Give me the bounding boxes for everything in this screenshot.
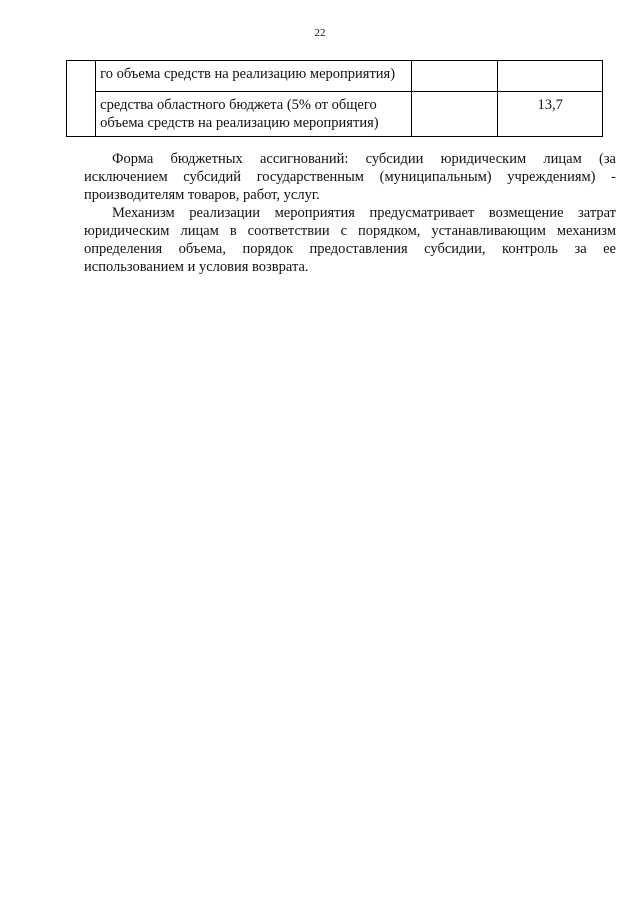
paragraph-budget-form: Форма бюджетных ассигнований: субсидии юридическим лицам (за исключением субсидий государственным (муниципальным) учреждениям) - производителям товаров, работ, услуг. <box>84 151 616 203</box>
table-row <box>67 92 603 137</box>
table-cell-description: средства областного бюджета (5% от общего объема средств на реализацию мероприятия) <box>96 92 412 137</box>
table-cell-empty <box>411 61 497 92</box>
table-cell-description: го объема средств на реализацию мероприятия) <box>96 61 412 92</box>
body-text <box>84 150 616 276</box>
table-cell-empty <box>411 92 497 137</box>
table-cell-value <box>498 61 603 92</box>
table-cell-number <box>67 61 96 137</box>
budget-table <box>66 60 603 137</box>
table-cell-value: 13,7 <box>498 92 603 137</box>
paragraph-mechanism: Механизм реализации мероприятия предусматривает возмещение затрат юридическим лицам в соответствии с порядком, устанавливающим механизм определения объема, порядок предоставления субсидии, контроль за ее использованием и условия возврата. <box>84 205 616 275</box>
table-row <box>67 61 603 92</box>
page-number: 22 <box>314 27 326 39</box>
